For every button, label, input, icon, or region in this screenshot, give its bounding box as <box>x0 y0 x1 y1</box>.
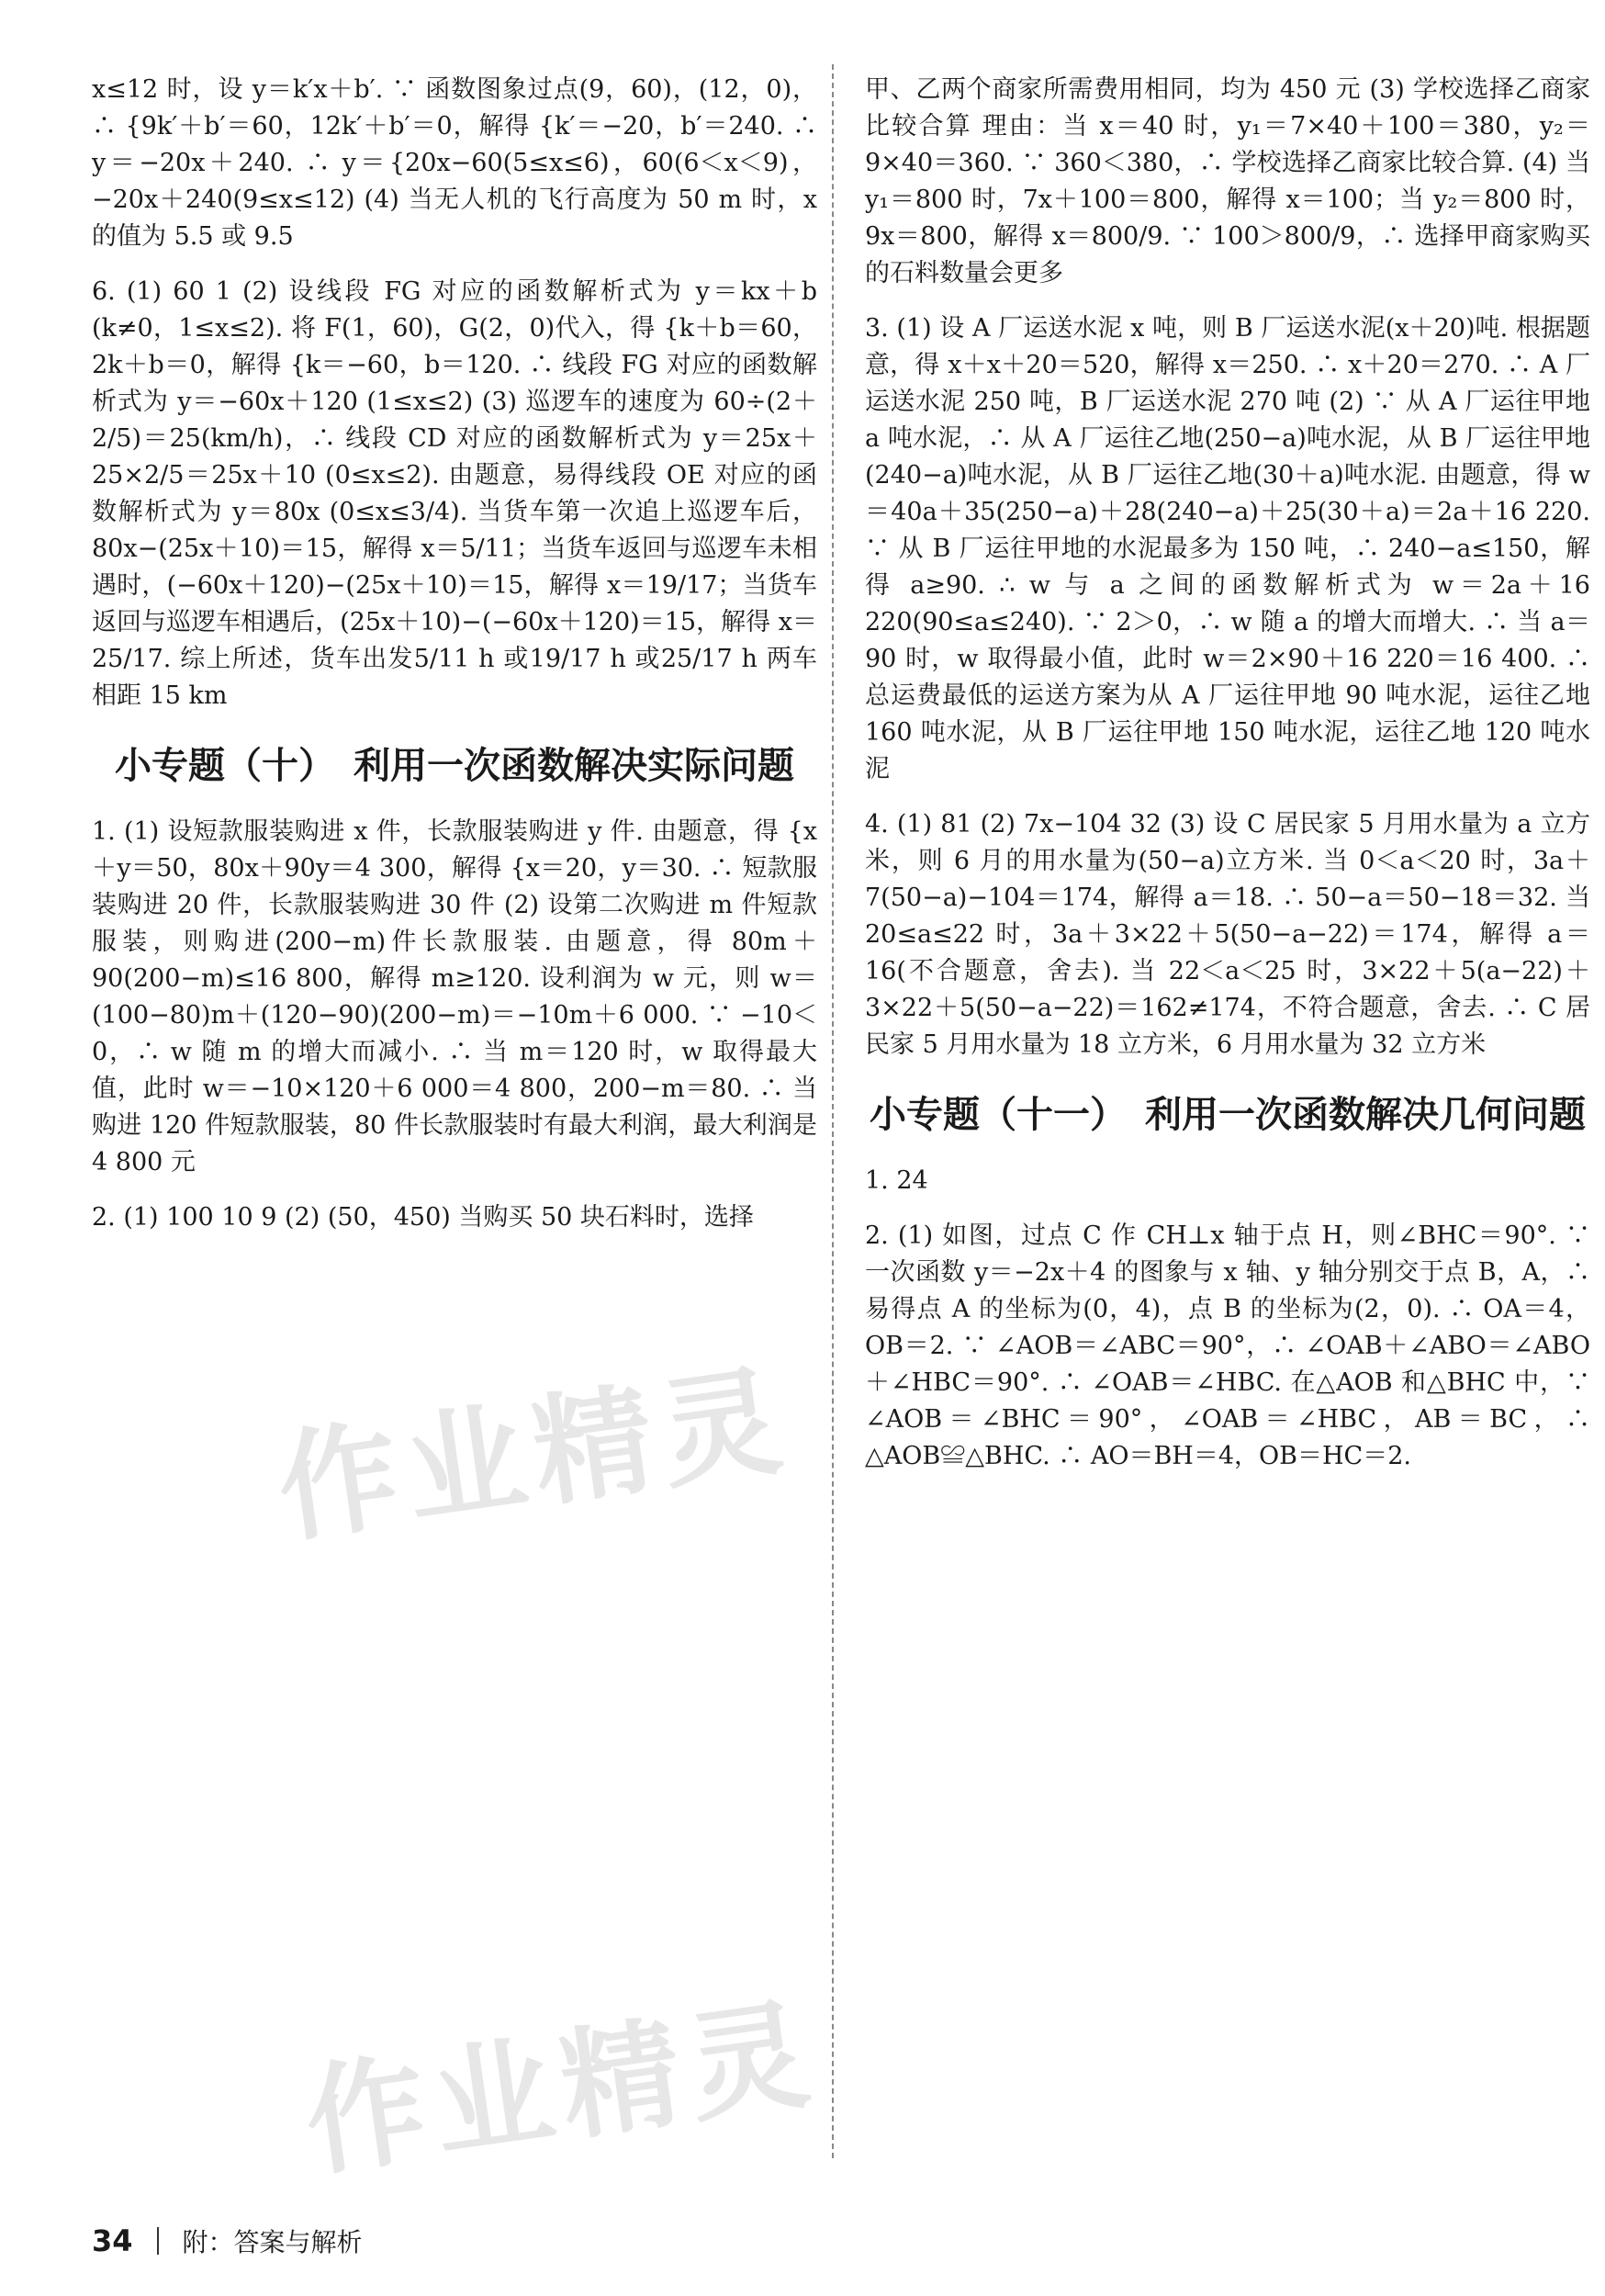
answer-paragraph: 4. (1) 81 (2) 7x−104 32 (3) 设 C 居民家 5 月用水量为 a 立方米，则 6 月的用水量为(50−a)立方米. 当 0＜a＜20 时，3a＋7(50−a)−104＝174，解得 a＝18. ∴ 50−a＝50−18＝32. 当 20≤a≤22 时，3a＋3×22＋5(50−a−22)＝174，解得 a＝16(不合题意，舍去). 当 22＜a＜25 时，3×22＋5(a−22)＋3×22＋5(50−a−22)＝162≠174，不符合题意，舍去. ∴ C 居民家 5 月用水量为 18 立方米，6 月用水量为 32 立方米 <box>865 810 1590 1059</box>
right-column <box>865 72 1590 1493</box>
watermark: 作业精灵 <box>297 1983 826 2194</box>
watermark: 作业精灵 <box>269 1349 799 1560</box>
footer-label: 附：答案与解析 <box>182 2227 363 2257</box>
answer-paragraph: 1. (1) 设短款服装购进 x 件，长款服装购进 y 件. 由题意，得 {x＋y＝50，80x＋90y＝4 300，解得 {x＝20，y＝30. ∴ 短款服装购进 20 件，长款服装购进 30 件 (2) 设第二次购进 m 件短款服装，则购进(200−m)件长款服装. 由题意，得 80m＋90(200−m)≤16 800，解得 m≥120. 设利润为 w 元，则 w＝(100−80)m＋(120−90)(200−m)＝−10m＋6 000. ∵ −10＜0，∴ w 随 m 的增大而减小. ∴ 当 m＝120 时，w 取得最大值，此时 w＝−10×120＋6 000＝4 800，200−m＝80. ∴ 当购进 120 件短款服装，80 件长款服装时有最大利润，最大利润是 4 800 元 <box>92 817 817 1176</box>
section-title: 小专题（十一） 利用一次函数解决几何问题 <box>870 1094 1586 1136</box>
page-number: 34 <box>92 2223 133 2258</box>
page-footer <box>92 2223 363 2259</box>
left-column <box>92 72 817 1255</box>
answer-paragraph: 3. (1) 设 A 厂运送水泥 x 吨，则 B 厂运送水泥(x＋20)吨. 根据题意，得 x＋x＋20＝520，解得 x＝250. ∴ x＋20＝270. ∴ A 厂运送水泥 250 吨，B 厂运送水泥 270 吨 (2) ∵ 从 A 厂运往甲地 a 吨水泥，∴ 从 A 厂运往乙地(250−a)吨水泥，从 B 厂运往甲地(240−a)吨水泥，从 B 厂运往乙地(30＋a)吨水泥. 由题意，得 w＝40a＋35(250−a)＋28(240−a)＋25(30＋a)＝2a＋16 220. ∵ 从 B 厂运往甲地的水泥最多为 150 吨，∴ 240−a≤150，解得 a≥90. ∴ w 与 a 之间的函数解析式为 w＝2a＋16 220(90≤a≤240). ∵ 2＞0，∴ w 随 a 的增大而增大. ∴ 当 a＝90 时，w 取得最小值，此时 w＝2×90＋16 220＝16 400. ∴ 总运费最低的运送方案为从 A 厂运往甲地 90 吨水泥，运往乙地 160 吨水泥，从 B 厂运往甲地 150 吨水泥，运往乙地 120 吨水泥 <box>865 314 1590 783</box>
answer-paragraph: 2. (1) 100 10 9 (2) (50，450) 当购买 50 块石料时，选择 <box>92 1203 754 1232</box>
footer-separator <box>157 2227 159 2255</box>
answer-paragraph: 2. (1) 如图，过点 C 作 CH⊥x 轴于点 H，则∠BHC＝90°. ∵ 一次函数 y＝−2x＋4 的图象与 x 轴、y 轴分别交于点 B，A，∴ 易得点 A 的坐标为(0，4)，点 B 的坐标为(2，0). ∴ OA＝4，OB＝2. ∵ ∠AOB＝∠ABC＝90°，∴ ∠OAB＋∠ABO＝∠ABO＋∠HBC＝90°. ∴ ∠OAB＝∠HBC. 在△AOB 和△BHC 中，∵ ∠AOB＝∠BHC＝90°，∠OAB＝∠HBC，AB＝BC，∴ △AOB≌△BHC. ∴ AO＝BH＝4，OB＝HC＝2. <box>865 1221 1590 1470</box>
answer-paragraph: x≤12 时，设 y＝k′x＋b′. ∵ 函数图象过点(9，60)，(12，0)，∴ {9k′＋b′＝60，12k′＋b′＝0，解得 {k′＝−20，b′＝240. ∴ y＝−20x＋240. ∴ y＝{20x−60(5≤x≤6)，60(6＜x＜9)，−20x＋240(9≤x≤12) (4) 当无人机的飞行高度为 50 m 时，x 的值为 5.5 或 9.5 <box>92 75 817 251</box>
answer-paragraph: 1. 24 <box>865 1166 928 1195</box>
column-divider <box>832 64 834 2158</box>
answer-paragraph: 6. (1) 60 1 (2) 设线段 FG 对应的函数解析式为 y＝kx＋b (k≠0，1≤x≤2). 将 F(1，60)，G(2，0)代入，得 {k＋b＝60，2k＋b＝0，解得 {k＝−60，b＝120. ∴ 线段 FG 对应的函数解析式为 y＝−60x＋120 (1≤x≤2) (3) 巡逻车的速度为 60÷(2＋2/5)＝25(km/h)，∴ 线段 CD 对应的函数解析式为 y＝25x＋25×2/5＝25x＋10 (0≤x≤2). 由题意，易得线段 OE 对应的函数解析式为 y＝80x (0≤x≤3/4). 当货车第一次追上巡逻车后，80x−(25x＋10)＝15，解得 x＝5/11；当货车返回与巡逻车未相遇时，(−60x＋120)−(25x＋10)＝15，解得 x＝19/17；当货车返回与巡逻车相遇后，(25x＋10)−(−60x＋120)＝15，解得 x＝25/17. 综上所述，货车出发5/11 h 或19/17 h 或25/17 h 两车相距 15 km <box>92 277 817 710</box>
answer-paragraph: 甲、乙两个商家所需费用相同，均为 450 元 (3) 学校选择乙商家比较合算 理由：当 x＝40 时，y₁＝7×40＋100＝380，y₂＝9×40＝360. ∵ 360＜380，∴ 学校选择乙商家比较合算. (4) 当 y₁＝800 时，7x＋100＝800，解得 x＝100；当 y₂＝800 时，9x＝800，解得 x＝800/9. ∵ 100＞800/9，∴ 选择甲商家购买的石料数量会更多 <box>865 75 1590 287</box>
section-title: 小专题（十） 利用一次函数解决实际问题 <box>115 745 794 787</box>
